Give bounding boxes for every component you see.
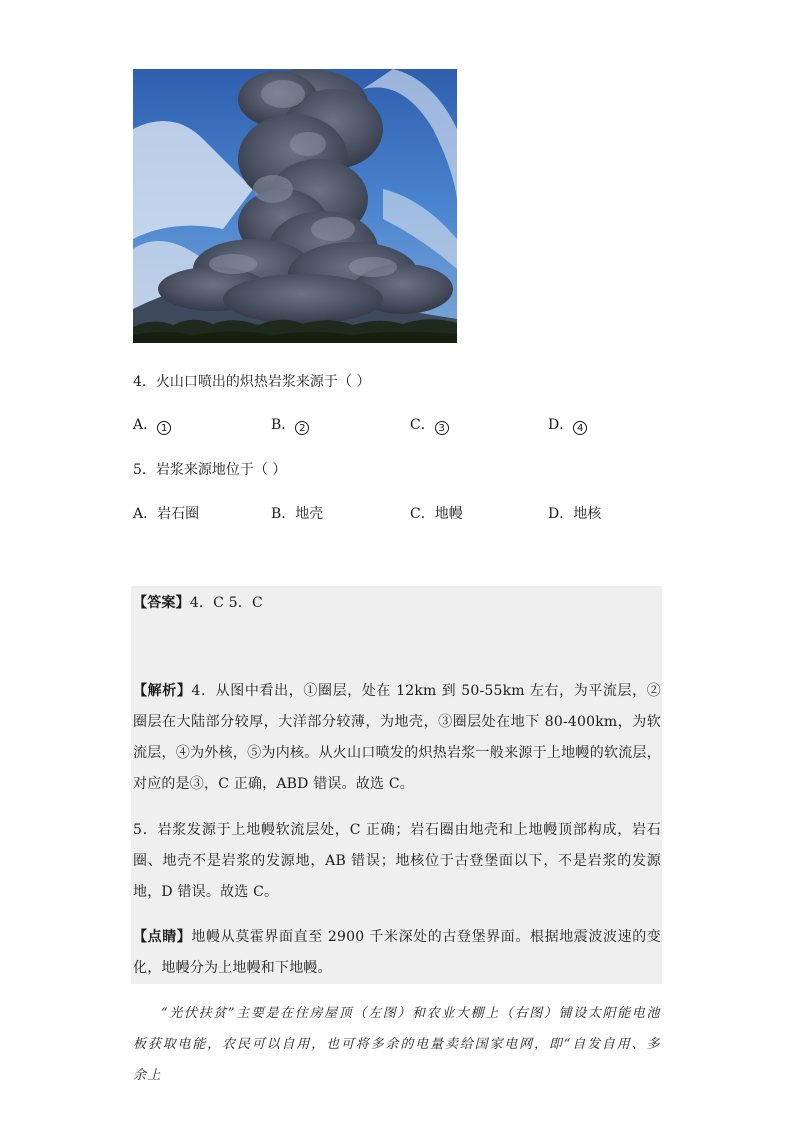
question-4-option-c[interactable]: [410, 415, 449, 435]
analysis-label: 【解析】: [133, 683, 192, 699]
option-letter: C．: [410, 417, 435, 433]
volcano-eruption-photo: [133, 69, 457, 343]
question-5-option-a[interactable]: A．岩石圈: [133, 506, 200, 522]
answer-text: 4．C 5．C: [189, 595, 263, 611]
question-4-option-d[interactable]: [548, 415, 587, 435]
tip-text: 地幔从莫霍界面直至 2900 千米深处的古登堡界面。根据地震波波速的变化，地幔分为上地幔和下地幔。: [133, 929, 661, 976]
circled-number-4: 4: [573, 421, 587, 435]
answer-line: [133, 588, 661, 619]
question-4-stem: 4．火山口喷出的炽热岩浆来源于（ ）: [133, 374, 371, 390]
analysis-paragraph-2: 5．岩浆发源于上地幔软流层处，C 正确；岩石圈由地壳和上地幔顶部构成，岩石圈、地壳不是岩浆的发源地，AB 错误；地核位于古登堡面以下，不是岩浆的发源地，D 错误。故选 C。: [133, 822, 661, 900]
next-question-intro: “光伏扶贫”主要是在住房屋顶（左图）和农业大棚上（右图）铺设太阳能电池板获取电能，农民可以自用，也可将多余的电量卖给国家电网，即“自发自用、多余上: [133, 1006, 661, 1083]
question-4-option-b[interactable]: [271, 415, 309, 435]
circled-number-2: 2: [295, 421, 309, 435]
analysis-paragraph-1: [133, 676, 661, 800]
option-letter: A．: [133, 417, 158, 433]
option-letter: B．: [271, 417, 296, 433]
tip-paragraph: [133, 922, 661, 984]
tip-label: 【点睛】: [133, 929, 192, 945]
question-5-stem: 5．岩浆来源地位于（ ）: [133, 462, 287, 478]
question-4-option-a[interactable]: [133, 415, 171, 435]
circled-number-1: 1: [157, 421, 171, 435]
circled-number-3: 3: [435, 421, 449, 435]
analysis-text-1: 4．从图中看出，①圈层，处在 12km 到 50-55km 左右，为平流层，②圈层在大陆部分较厚，大洋部分较薄，为地壳，③圈层处在地下 80-400km，为软流层，④为外核，⑤为内核。从火山口喷发的炽热岩浆一般来源于上地幔的软流层，对应的是③，C 正确，ABD 错误。故选 C。: [133, 683, 661, 792]
option-letter: D．: [548, 417, 574, 433]
question-5-option-d[interactable]: D．地核: [548, 506, 602, 522]
question-5-option-b[interactable]: B．地壳: [271, 506, 324, 522]
answer-label: 【答案】: [133, 595, 190, 611]
question-5-option-c[interactable]: C．地幔: [410, 506, 463, 522]
